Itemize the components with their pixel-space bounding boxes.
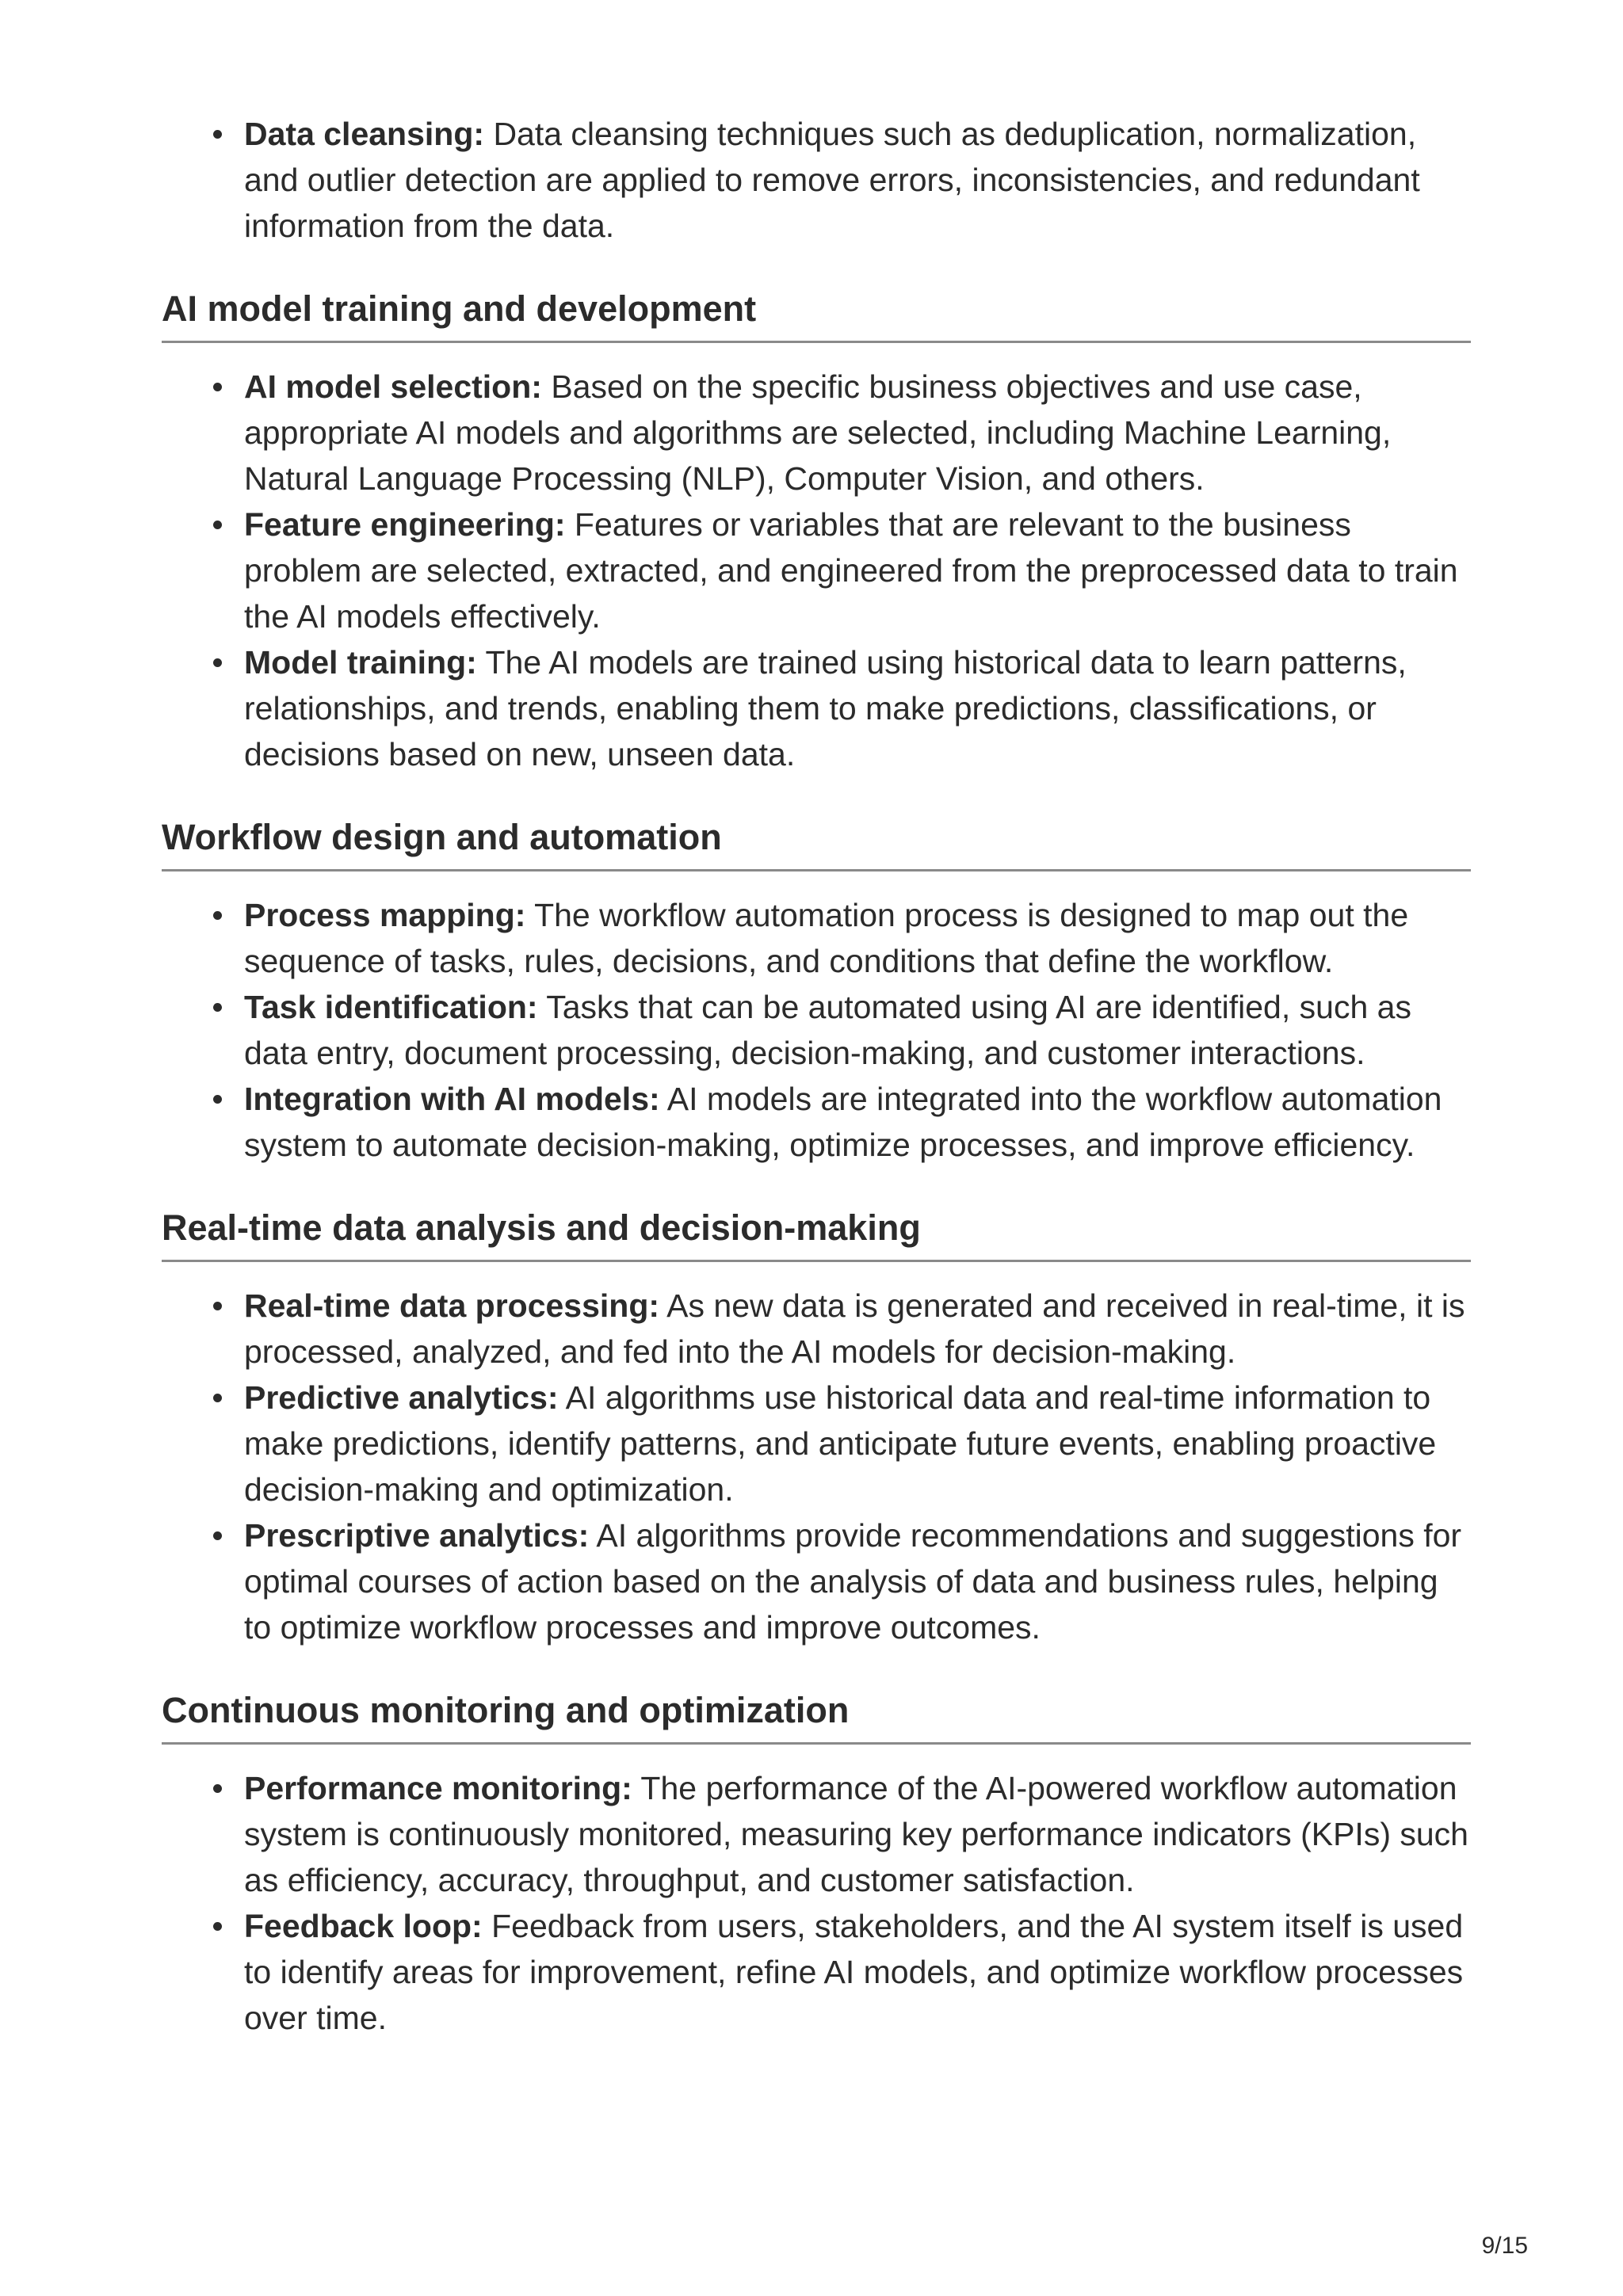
section-workflow-design bbox=[162, 815, 1471, 1168]
section-list bbox=[162, 1283, 1471, 1650]
page-number: 9/15 bbox=[1481, 2233, 1528, 2259]
item-term: Task identification: bbox=[244, 989, 538, 1025]
section-real-time-analysis bbox=[162, 1206, 1471, 1650]
item-term: Feature engineering: bbox=[244, 506, 566, 543]
section-list bbox=[162, 1765, 1471, 2041]
section-continuous-monitoring bbox=[162, 1688, 1471, 2041]
item-text: AI models are integrated into the workflow automation system to automate decision-making, optimize processes, and improve efficiency. bbox=[244, 1081, 1442, 1163]
item-text: The workflow automation process is designed to map out the sequence of tasks, rules, decisions, and conditions that define the workflow. bbox=[244, 897, 1409, 979]
item-term: Performance monitoring: bbox=[244, 1770, 632, 1806]
item-term: Prescriptive analytics: bbox=[244, 1517, 590, 1554]
item-term: Integration with AI models: bbox=[244, 1081, 660, 1117]
item-text: Tasks that can be automated using AI are identified, such as data entry, document processing, decision-making, and customer interactions. bbox=[244, 989, 1411, 1071]
item-text: Data cleansing techniques such as deduplication, normalization, and outlier detection are applied to remove errors, inconsistencies, and redundant information from the data. bbox=[244, 116, 1420, 244]
item-term: Process mapping: bbox=[244, 897, 526, 933]
list-item bbox=[244, 1512, 1471, 1650]
item-text: Features or variables that are relevant to the business problem are selected, extracted, and engineered from the preprocessed data to train the AI models effectively. bbox=[244, 506, 1458, 635]
list-item bbox=[244, 984, 1471, 1076]
item-text: Feedback from users, stakeholders, and the AI system itself is used to identify areas for improvement, refine AI models, and optimize workflow processes over time. bbox=[244, 1908, 1464, 2036]
list-item bbox=[244, 111, 1471, 249]
list-item bbox=[244, 1076, 1471, 1168]
section-heading: Continuous monitoring and optimization bbox=[162, 1688, 1471, 1745]
section-list bbox=[162, 892, 1471, 1168]
item-text: As new data is generated and received in real-time, it is processed, analyzed, and fed into the AI models for decision-making. bbox=[244, 1287, 1465, 1370]
intro-list bbox=[162, 111, 1471, 249]
list-item bbox=[244, 639, 1471, 777]
list-item bbox=[244, 1765, 1471, 1903]
list-item bbox=[244, 892, 1471, 984]
item-term: AI model selection: bbox=[244, 368, 542, 405]
list-item bbox=[244, 1375, 1471, 1512]
item-text: The performance of the AI-powered workflow automation system is continuously monitored, measuring key performance indicators (KPIs) such as efficiency, accuracy, throughput, and customer satisfaction. bbox=[244, 1770, 1468, 1898]
item-text: AI algorithms provide recommendations and suggestions for optimal courses of action based on the analysis of data and business rules, helping to optimize workflow processes and improve outcomes. bbox=[244, 1517, 1462, 1646]
item-term: Model training: bbox=[244, 644, 477, 681]
document-body bbox=[162, 111, 1471, 2041]
item-term: Data cleansing: bbox=[244, 116, 485, 152]
section-heading: Workflow design and automation bbox=[162, 815, 1471, 871]
item-term: Real-time data processing: bbox=[244, 1287, 660, 1324]
item-text: AI algorithms use historical data and real-time information to make predictions, identify patterns, and anticipate future events, enabling proactive decision-making and optimization. bbox=[244, 1379, 1437, 1508]
item-term: Feedback loop: bbox=[244, 1908, 483, 1944]
section-ai-model-training bbox=[162, 287, 1471, 777]
item-text: The AI models are trained using historical data to learn patterns, relationships, and trends, enabling them to make predictions, classifications, or decisions based on new, unseen data. bbox=[244, 644, 1407, 772]
list-item bbox=[244, 1283, 1471, 1375]
list-item bbox=[244, 1903, 1471, 2041]
list-item bbox=[244, 502, 1471, 639]
item-text: Based on the specific business objectives and use case, appropriate AI models and algorithms are selected, including Machine Learning, Natural Language Processing (NLP), Computer Vision, and others. bbox=[244, 368, 1392, 497]
list-item bbox=[244, 364, 1471, 502]
section-list bbox=[162, 364, 1471, 777]
item-term: Predictive analytics: bbox=[244, 1379, 559, 1416]
section-heading: Real-time data analysis and decision-making bbox=[162, 1206, 1471, 1262]
section-heading: AI model training and development bbox=[162, 287, 1471, 343]
